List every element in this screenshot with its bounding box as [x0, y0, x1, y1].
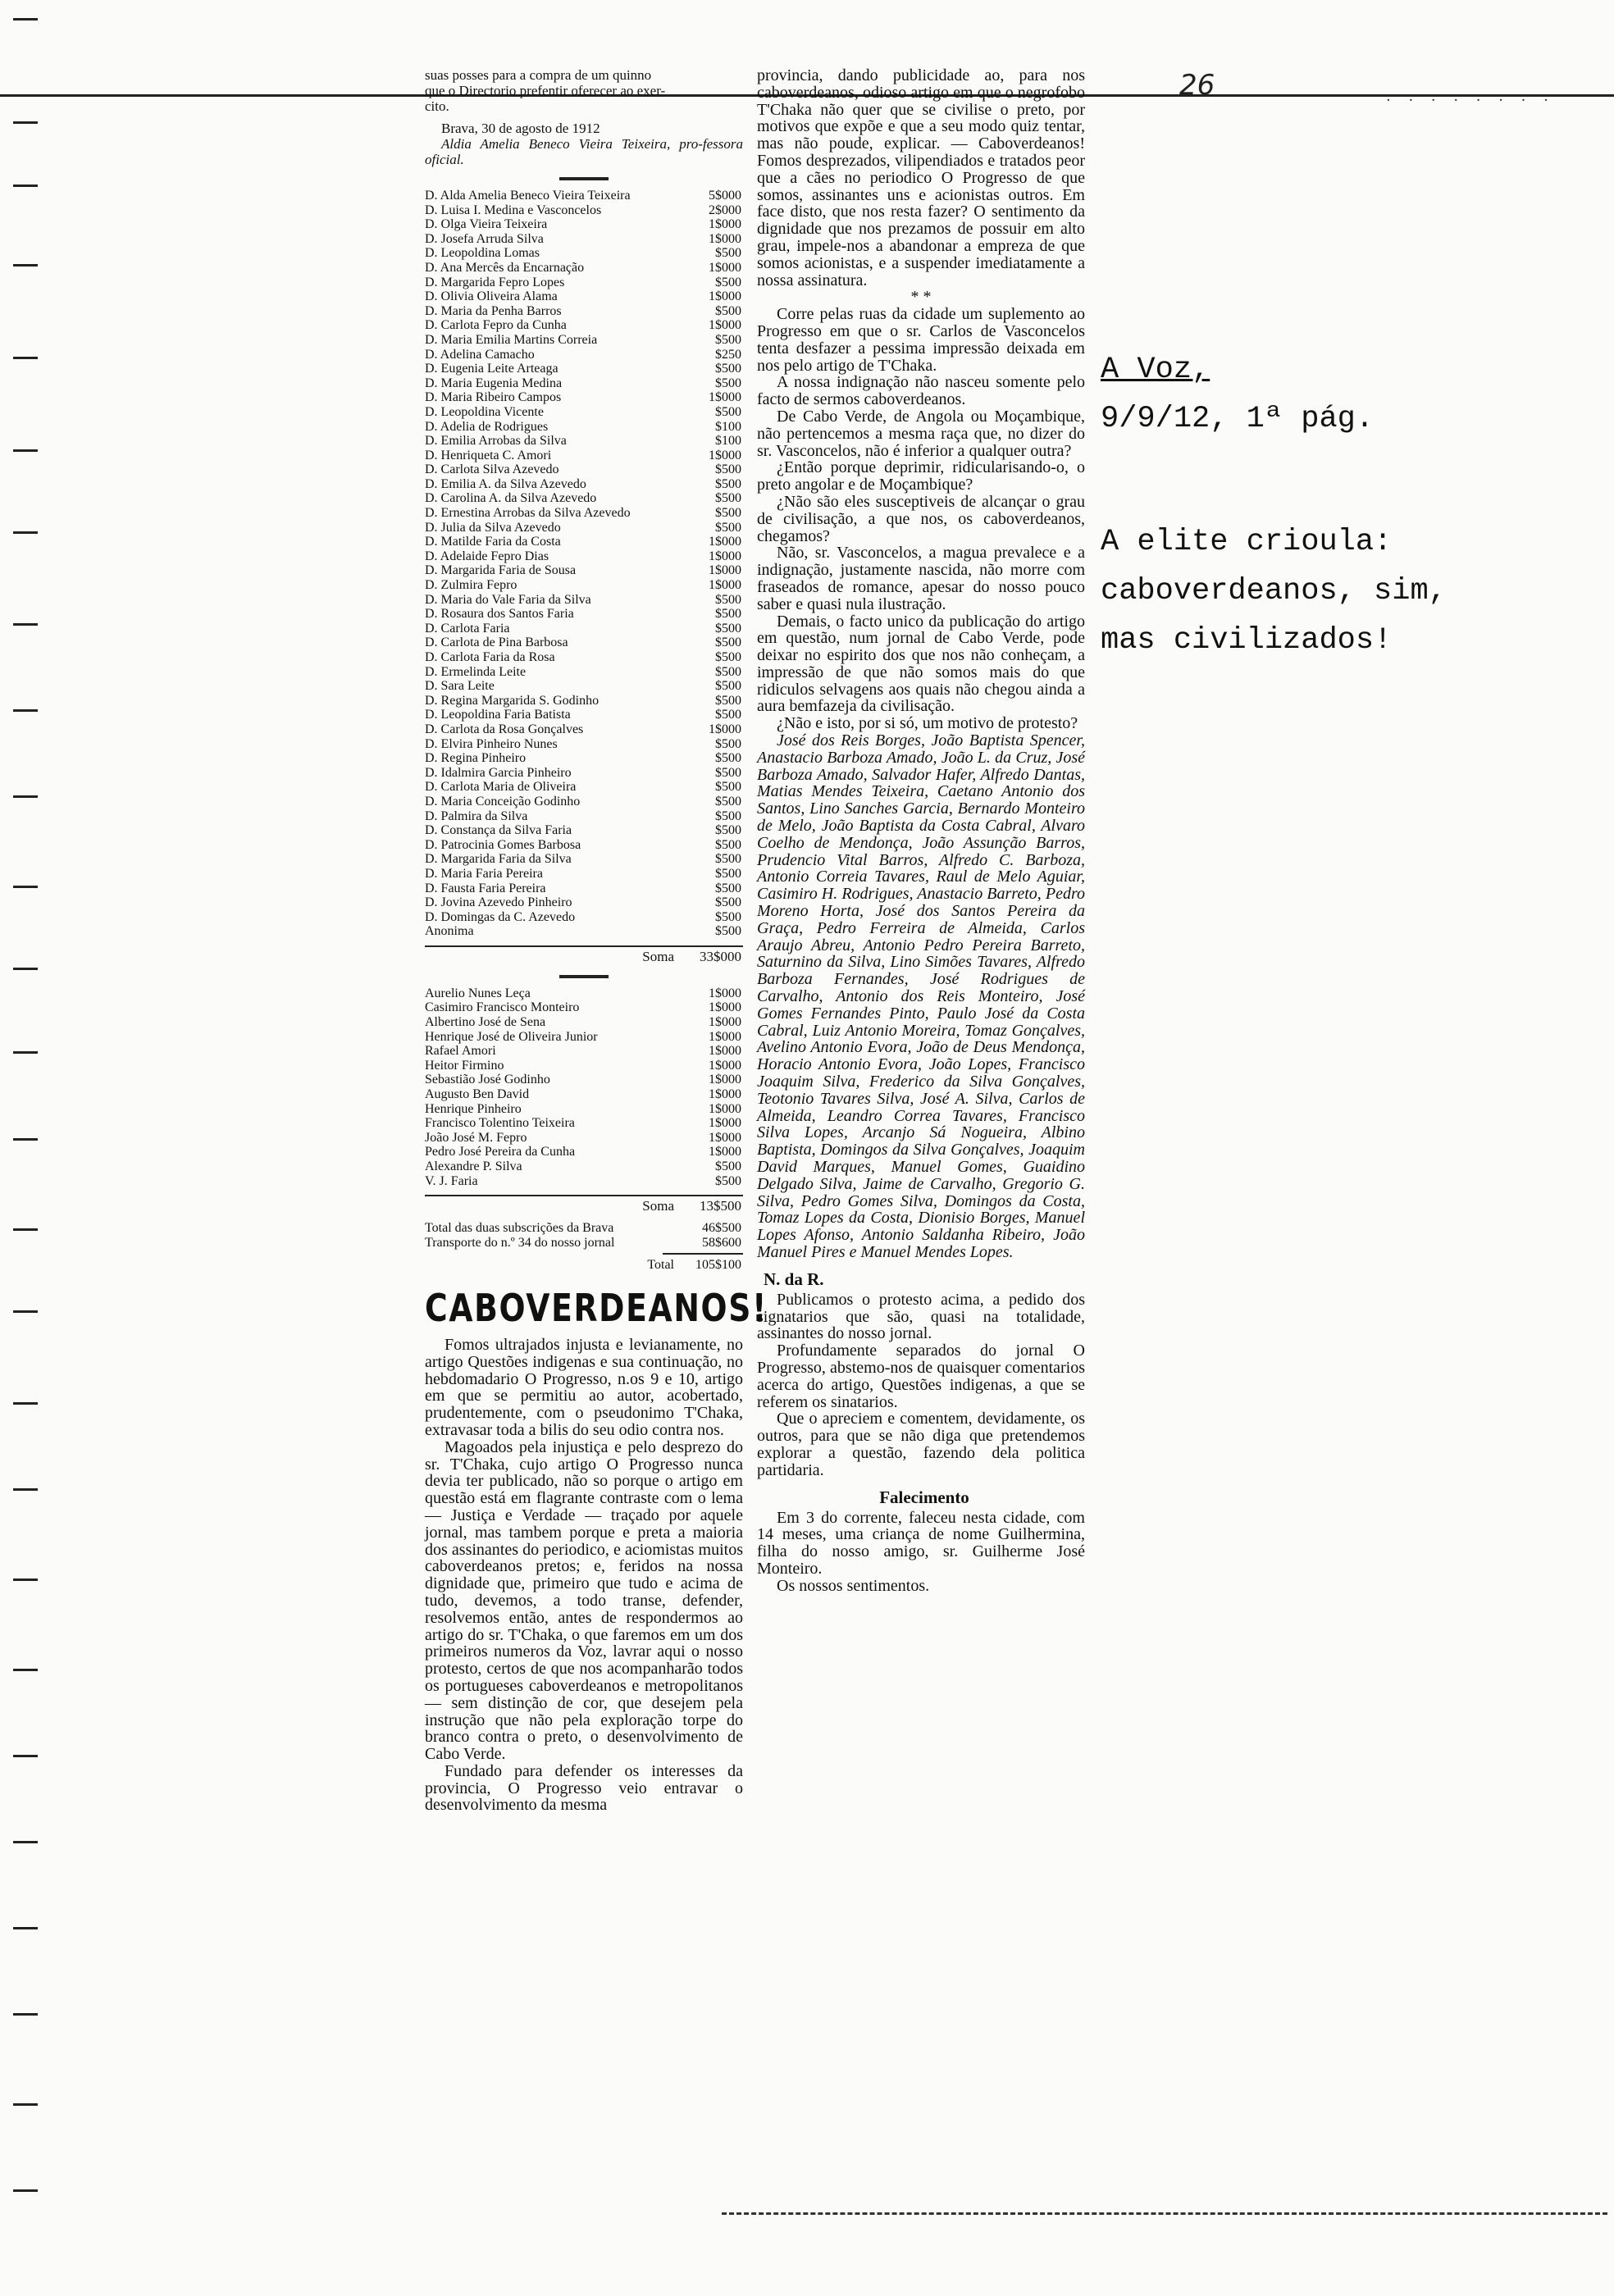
subscriber-amount: $500 — [715, 362, 741, 376]
subscriber-name: D. Carolina A. da Silva Azevedo — [425, 491, 597, 506]
subtotal-row-2 — [425, 1195, 743, 1214]
subscriber-name: D. Margarida Faria da Silva — [425, 852, 572, 867]
subscriber-name: D. Margarida Fepro Lopes — [425, 275, 565, 289]
subscriber-row — [425, 722, 743, 737]
subscriber-row — [425, 1044, 743, 1059]
subscriber-amount: $500 — [715, 621, 741, 636]
article-paragraph: Que o apreciem e comentem, devidamente, os outros, para que se não diga que pretendemos explorar a questão, fazendo dela politica partidaria. — [757, 1410, 1085, 1479]
subscriber-amount: $500 — [715, 664, 741, 679]
subscriber-amount: 1$000 — [709, 318, 741, 333]
article-paragraph: Profundamente separados do jornal O Progresso, abstemo-nos de quaisquer comentarios acerca do artigo, Questões indigenas, a que se referem os sinatarios. — [757, 1342, 1085, 1411]
subscriber-name: D. Regina Pinheiro — [425, 751, 527, 766]
subscriber-amount: 1$000 — [709, 1073, 741, 1087]
subscriber-name: D. Sara Leite — [425, 679, 495, 694]
subscriber-amount: 1$000 — [709, 260, 741, 275]
subscriber-name: D. Carlota de Pina Barbosa — [425, 636, 568, 650]
subscriber-amount: $500 — [715, 794, 741, 809]
subscriber-name: D. Julia da Silva Azevedo — [425, 520, 561, 535]
subscriber-amount: 1$000 — [709, 289, 741, 304]
subscriber-row — [425, 593, 743, 608]
subscriber-row — [425, 867, 743, 882]
subscriber-amount: 1$000 — [709, 986, 741, 1000]
subscriber-name: Albertino José de Sena — [425, 1015, 546, 1030]
article-paragraph: Corre pelas ruas da cidade um suplemento ao Progresso em que o sr. Carlos de Vasconcelos tenta desfazer a pessima impressão deixada em nos pelo artigo de T'Chaka. — [757, 305, 1085, 375]
subscriber-name: D. Carlota Silva Azevedo — [425, 462, 559, 477]
subscriber-amount: $500 — [715, 909, 741, 924]
subscriber-name: D. Leopoldina Lomas — [425, 246, 540, 261]
subtotal-value: 13$500 — [700, 1198, 741, 1214]
subscriber-row — [425, 462, 743, 477]
subscriber-amount: $500 — [715, 246, 741, 261]
subscriber-row — [425, 607, 743, 622]
subscriber-name: Anonima — [425, 924, 474, 939]
subscriber-row — [425, 636, 743, 650]
subscriber-name: D. Palmira da Silva — [425, 809, 528, 823]
subscriber-row — [425, 318, 743, 333]
subscriber-amount: $500 — [715, 881, 741, 895]
scan-left-edge-ticks — [0, 0, 57, 2296]
subscriber-name: D. Domingas da C. Azevedo — [425, 909, 576, 924]
subscriber-name: D. Maria Ribeiro Campos — [425, 390, 562, 405]
subscriber-name: Henrique José de Oliveira Junior — [425, 1029, 598, 1044]
newspaper-clipping — [425, 67, 1085, 2232]
caption-line-2: caboverdeanos, sim, — [1101, 574, 1447, 608]
article-paragraph: ¿Então porque deprimir, ridicularisando-o, o preto angolar e de Moçambique? — [757, 458, 1085, 494]
subscriber-amount: 1$000 — [709, 1000, 741, 1015]
subscriber-row — [425, 1000, 743, 1015]
subscriber-name: D. Josefa Arruda Silva — [425, 231, 544, 246]
summary-value: 46$500 — [702, 1221, 741, 1236]
subscriber-amount: 1$000 — [709, 448, 741, 462]
subscriber-row — [425, 809, 743, 824]
subscriber-row — [425, 823, 743, 838]
subscriber-row — [425, 1159, 743, 1174]
subscriber-list-1 — [425, 189, 743, 939]
subscriber-name: Alexandre P. Silva — [425, 1159, 522, 1173]
article-paragraph: provincia, dando publicidade ao, para nos caboverdeanos, odioso artigo em que o negrofobo T'Chaka não quer que se civilise o preto, por motivos que expõe e que a seu modo quiz tentar, mas não poude, explicar. — Caboverdeanos! Fomos desprezados, vilipendiados e tratados peor que a cães no periodico O Progresso de que somos, assinantes uns e acionistas outros. Em face disto, que nos resta fazer? O sentimento da dignidade que nos prezamos de possuir em alto grau, impele-nos a abandonar a empreza de que somos acionistas, e a suspender imediatamente a nossa assinatura. — [757, 66, 1085, 289]
subscriber-amount: 1$000 — [709, 1029, 741, 1044]
total-value: 105$100 — [695, 1258, 741, 1273]
subscriber-row — [425, 549, 743, 564]
subscriber-row — [425, 882, 743, 896]
subscriber-row — [425, 521, 743, 535]
subscriber-row — [425, 289, 743, 304]
subscriber-amount: $500 — [715, 1159, 741, 1173]
subscriber-amount: 1$000 — [709, 217, 741, 232]
subscriber-row — [425, 986, 743, 1001]
subscriber-row — [425, 390, 743, 405]
subscriber-row — [425, 362, 743, 376]
subscriber-row — [425, 1116, 743, 1131]
subscriber-amount: 1$000 — [709, 390, 741, 405]
section-heading: Falecimento — [879, 1487, 969, 1507]
subscriber-row — [425, 838, 743, 853]
subscriber-amount: 1$000 — [709, 563, 741, 578]
subscriber-name: Casimiro Francisco Monteiro — [425, 1000, 580, 1015]
subscriber-name: D. Maria Emilia Martins Correia — [425, 332, 598, 347]
subscriber-name: D. Emilia Arrobas da Silva — [425, 434, 567, 449]
subscriber-amount: $500 — [715, 303, 741, 318]
article-paragraph: A nossa indignação não nasceu somente pelo facto de sermos caboverdeanos. — [757, 373, 1085, 409]
subscriber-name: D. Maria do Vale Faria da Silva — [425, 592, 591, 607]
subscriber-row — [425, 1131, 743, 1146]
subscriber-amount: $500 — [715, 491, 741, 506]
subscriber-name: Heitor Firmino — [425, 1058, 504, 1073]
subscriber-amount: $500 — [715, 462, 741, 477]
subscriber-amount: $500 — [715, 751, 741, 766]
article-paragraph: Fundado para defender os interesses da provincia, O Progresso veio entravar o desenvolvimento da mesma — [425, 1761, 743, 1815]
subscriber-list-2 — [425, 986, 743, 1188]
subscriber-amount: $500 — [715, 765, 741, 780]
subscriber-amount: 1$000 — [709, 1058, 741, 1073]
subscriber-row — [425, 650, 743, 665]
subscriber-row — [425, 895, 743, 910]
intro-line: cito. — [425, 98, 449, 114]
subscriber-row — [425, 578, 743, 593]
subscriber-row — [425, 1030, 743, 1045]
summary-label: Transporte do n.º 34 do nosso jornal — [425, 1235, 615, 1250]
subscriber-name: D. Idalmira Garcia Pinheiro — [425, 765, 572, 780]
subscriber-row — [425, 405, 743, 420]
intro-line: que o Directorio prefentir oferecer ao exer- — [425, 83, 666, 98]
subscriber-name: D. Margarida Faria de Sousa — [425, 563, 577, 578]
subscriber-amount: $500 — [715, 275, 741, 289]
subscriber-amount: $500 — [715, 650, 741, 664]
article-headline: CABOVERDEANOS! — [425, 1285, 768, 1330]
section-divider — [559, 975, 609, 978]
subscriber-name: D. Maria Conceição Godinho — [425, 794, 581, 809]
article-paragraph: Publicamos o protesto acima, a pedido dos signatarios que são, quasi na totalidade, assinantes do nosso jornal. — [757, 1290, 1085, 1343]
subscriber-name: D. Olivia Oliveira Alama — [425, 289, 558, 304]
article-column-right — [757, 67, 1085, 1595]
subscriber-amount: 1$000 — [709, 231, 741, 246]
intro-line: suas posses para a compra de um quinno — [425, 67, 652, 83]
subtotal-row-1 — [425, 945, 743, 965]
subscriber-amount: $500 — [715, 1173, 741, 1188]
subscriber-row — [425, 622, 743, 636]
subscriber-amount: 5$000 — [709, 189, 741, 203]
subscriber-amount: $500 — [715, 852, 741, 867]
subscriber-name: D. Zulmira Fepro — [425, 578, 517, 593]
subscriber-amount: $500 — [715, 823, 741, 838]
subscriber-row — [425, 694, 743, 708]
total-rule — [663, 1253, 743, 1255]
subscriber-amount: 1$000 — [709, 1087, 741, 1102]
subscriber-name: D. Rosaura dos Santos Faria — [425, 607, 574, 622]
subscriber-row — [425, 333, 743, 348]
subscriber-row — [425, 766, 743, 781]
article-paragraph: * * — [910, 288, 932, 307]
subscriber-name: D. Eugenia Leite Arteaga — [425, 362, 559, 376]
subscription-column — [425, 67, 768, 1815]
margin-dots: · · · · · · · · — [1386, 92, 1555, 109]
subscriber-name: D. Jovina Azevedo Pinheiro — [425, 895, 572, 910]
subscriber-row — [425, 232, 743, 247]
subscriber-amount: $500 — [715, 592, 741, 607]
subscriber-row — [425, 376, 743, 391]
subscriber-amount: 1$000 — [709, 1044, 741, 1059]
subscriber-row — [425, 563, 743, 578]
subscriber-name: D. Leopoldina Vicente — [425, 404, 544, 419]
subscriber-row — [425, 348, 743, 362]
subscriber-name: D. Adelia de Rodrigues — [425, 419, 549, 434]
subscriber-amount: $500 — [715, 780, 741, 795]
subscriber-name: D. Olga Vieira Teixeira — [425, 217, 548, 232]
subscriber-amount: $500 — [715, 506, 741, 521]
subscriber-amount: 1$000 — [709, 535, 741, 549]
subscriber-name: Francisco Tolentino Teixeira — [425, 1116, 575, 1131]
subscriber-row — [425, 708, 743, 722]
subscriber-amount: 1$000 — [709, 1015, 741, 1030]
subscriber-name: D. Carlota Maria de Oliveira — [425, 780, 577, 795]
subscriber-name: D. Constança da Silva Faria — [425, 823, 572, 838]
caption-line-3: mas civilizados! — [1101, 623, 1393, 658]
subscriber-row — [425, 1087, 743, 1102]
subscriber-row — [425, 795, 743, 809]
subscriber-amount: $500 — [715, 708, 741, 722]
subscriber-amount: 1$000 — [709, 1130, 741, 1145]
subscriber-row — [425, 780, 743, 795]
subscriber-name: D. Emilia A. da Silva Azevedo — [425, 476, 586, 491]
subscriber-name: D. Carlota Faria da Rosa — [425, 650, 555, 664]
article-paragraph: Em 3 do corrente, faleceu nesta cidade, com 14 meses, uma criança de nome Guilhermina, filha do nosso amigo, sr. Guilherme José Monteiro. — [757, 1508, 1085, 1578]
subscriber-amount: 1$000 — [709, 1116, 741, 1131]
subscriber-row — [425, 449, 743, 463]
subscriber-name: Pedro José Pereira da Cunha — [425, 1145, 576, 1159]
subscriber-row — [425, 276, 743, 290]
subscriber-name: D. Adelina Camacho — [425, 347, 535, 362]
total-label: Total — [647, 1258, 674, 1273]
subscriber-row — [425, 246, 743, 261]
subscriber-row — [425, 304, 743, 319]
subscriber-row — [425, 665, 743, 680]
subscriber-name: Aurelio Nunes Leça — [425, 986, 531, 1000]
subscriber-row — [425, 217, 743, 232]
subscriber-amount: $500 — [715, 636, 741, 650]
subscriber-row — [425, 737, 743, 752]
subscriber-name: D. Maria da Penha Barros — [425, 303, 562, 318]
subscriber-row — [425, 679, 743, 694]
subtotal-label: Soma — [642, 948, 674, 964]
subscriber-row — [425, 1015, 743, 1030]
article-paragraph: Os nossos sentimentos. — [777, 1576, 930, 1595]
article-paragraph: Fomos ultrajados injusta e levianamente, no artigo Questões indigenas e sua continuação, no hebdomadario O Progresso, n.os 9 e 10, artigo em que se permitiu ao autor, acobertado, prudentemente, com o pseudonimo T'Chaka, extravasar toda a bilis do seu odio contra nos. — [425, 1335, 743, 1439]
article-paragraph: ¿Não e isto, por si só, um motivo de protesto? — [777, 714, 1078, 733]
subscriber-amount: 2$000 — [709, 203, 741, 217]
subscriber-amount: $500 — [715, 736, 741, 751]
subscriber-name: Sebastião José Godinho — [425, 1073, 550, 1087]
subscriber-name: D. Ana Mercês da Encarnação — [425, 260, 585, 275]
subscriber-name: Henrique Pinheiro — [425, 1101, 522, 1116]
subscriber-amount: 1$000 — [709, 1101, 741, 1116]
subscriber-name: D. Carlota Faria — [425, 621, 510, 636]
subscriber-name: D. Alda Amelia Beneco Vieira Teixeira — [425, 189, 631, 203]
subscriber-row — [425, 420, 743, 435]
subscriber-name: D. Henriqueta C. Amori — [425, 448, 552, 462]
subscriber-name: D. Carlota Fepro da Cunha — [425, 318, 567, 333]
subscriber-amount: 1$000 — [709, 578, 741, 593]
subscriber-row — [425, 203, 743, 218]
subscriber-row — [425, 1073, 743, 1087]
subscriber-name: D. Elvira Pinheiro Nunes — [425, 736, 558, 751]
subscriber-amount: $250 — [715, 347, 741, 362]
subscriber-row — [425, 434, 743, 449]
subscriber-row — [425, 477, 743, 492]
article-body-right — [757, 67, 1085, 1595]
subscriber-amount: $100 — [715, 419, 741, 434]
subscriber-amount: $500 — [715, 895, 741, 910]
article-body-left — [425, 1337, 743, 1814]
subscriber-amount: $500 — [715, 809, 741, 823]
subscriber-row — [425, 261, 743, 276]
subscriber-name: D. Matilde Faria da Costa — [425, 535, 561, 549]
subscriber-row — [425, 910, 743, 925]
subscriber-amount: $500 — [715, 866, 741, 881]
subscriber-name: D. Leopoldina Faria Batista — [425, 708, 571, 722]
subscriber-name: D. Maria Eugenia Medina — [425, 376, 563, 390]
subscriber-row — [425, 1145, 743, 1159]
article-paragraph: De Cabo Verde, de Angola ou Moçambique, não pertencemos a mesma raça que, no dizer do sr. Vasconcelos, não é inferior a qualquer outra? — [757, 407, 1085, 460]
subscriber-row — [425, 491, 743, 506]
summary-row — [425, 1236, 743, 1250]
subscriber-name: D. Regina Margarida S. Godinho — [425, 693, 600, 708]
subscriber-amount: $500 — [715, 679, 741, 694]
grand-total-row — [425, 1258, 743, 1273]
article-paragraph: Demais, o facto unico da publicação do artigo em questão, num jornal de Cabo Verde, pode deixar no espirito dos que nos não conheçam, a impressão de que não somos mais do que ridiculos selvagens aos quais não chegou ainda a aura bemfazeja da civilisação. — [757, 612, 1085, 716]
subtotal-value: 33$000 — [700, 948, 741, 964]
subscriber-amount: $500 — [715, 476, 741, 491]
source-date: 9/9/12, 1ª pág. — [1101, 402, 1375, 436]
signatories-paragraph: José dos Reis Borges, João Baptista Spencer, Anastacio Barboza Amado, João L. da Cruz, José Barboza Amado, Salvador Hafer, Alfredo Dantas, Matias Mendes Teixeira, Caetano Antonio dos Santos, Lino Sanches Garcia, Bernardo Monteiro de Melo, João Baptista da Costa Cabral, Alvaro Coelho de Mendonça, João Assunção Barros, Prudencio Vital Barros, Alfredo C. Barboza, Antonio Correia Tavares, Raul de Melo Aguiar, Casimiro H. Rodrigues, Anastacio Barreto, Pedro Moreno Horta, José dos Santos Pereira da Graça, Pedro Ferreira de Almeida, Carlos Araujo Abreu, Antonio Pedro Pereira Barreto, Saturnino da Silva, Lino Simões Tavares, Alfredo Barboza Fernandes, José Rodrigues de Carvalho, Antonio dos Reis Monteiro, José Gomes Fernandes Pinto, Paulo José da Costa Cabral, Luiz Antonio Moreira, Tomaz Gonçalves, Avelino Antonio Evora, João de Deus Mendonça, Horacio Antonio Evora, João Lopes, Francisco Joaquim Silva, Frederico da Silva Gonçalves, Teotonio Tavares Silva, José A. Silva, Carlos de Almeida, Leandro Correa Tavares, Francisco Silva Lopes, Arcanjo Sá Nogueira, Albino Baptista, Domingos da Silva Gonçalves, Joaquim David Marques, Manuel Gomes, Guaidino Delgado Silva, Jaime de Carvalho, Gregorio G. Silva, Pedro Gomes Silva, Domingos da Costa, Tomaz Lopes da Costa, Dionisio Borges, Manuel Lopes Afonso, Antonio Saldanha Ribeiro, João Manuel Pires e Manuel Mendes Lopes. — [757, 731, 1085, 1261]
subscriber-name: Augusto Ben David — [425, 1087, 530, 1102]
section-divider — [559, 177, 609, 180]
section-heading: N. da R. — [764, 1269, 824, 1289]
subscriber-row — [425, 1102, 743, 1117]
subscriber-name: D. Maria Faria Pereira — [425, 866, 543, 881]
subscriber-amount: $500 — [715, 924, 741, 939]
signature: Aldia Amelia Beneco Vieira Teixeira, pro-fessora oficial. — [425, 136, 743, 167]
caption-line-1: A elite crioula: — [1101, 525, 1393, 559]
article-paragraph: ¿Não são eles susceptiveis de alcançar o grau de civilisação, a que nos, os caboverdeanos, chegamos? — [757, 492, 1085, 545]
subscriber-name: Rafael Amori — [425, 1044, 496, 1059]
dateline: Brava, 30 de agosto de 1912 — [441, 121, 600, 136]
subscriber-amount: 1$000 — [709, 1145, 741, 1159]
subscriber-row — [425, 506, 743, 521]
subscriber-row — [425, 751, 743, 766]
subscriber-row — [425, 189, 743, 203]
subscriber-name: D. Patrocinia Gomes Barbosa — [425, 837, 581, 852]
subscriber-row — [425, 852, 743, 867]
summary-row — [425, 1221, 743, 1236]
source-title: A Voz, — [1101, 353, 1210, 387]
page-number-mark: 26 — [1179, 69, 1215, 102]
subscriber-name: João José M. Fepro — [425, 1130, 527, 1145]
subscriber-amount: $500 — [715, 607, 741, 622]
subscriber-name: D. Luisa I. Medina e Vasconcelos — [425, 203, 602, 217]
article-paragraph: Magoados pela injustiça e pelo desprezo do sr. T'Chaka, cujo artigo O Progresso nunca devia ter publicado, não so porque o artigo em questão está em flagrante contraste com o lema — Justiça e Verdade — traçado por aquele jornal, mas tambem porque e preta a maioria dos assinantes do periodico, e aciomistas muitos caboverdeanos pretos; e, feridos na nossa dignidade que, primeiro que tudo e acima de tudo, devemos, a todo transe, defender, resolvemos então, antes de respondermos ao artigo do sr. T'Chaka, o que faremos em um dos primeiros numeros da Voz, lavrar aqui o nosso protesto, certos de que nos acompanharão todos os portugueses caboverdeanos e metropolitanos — sem distinção de cor, que desejem pela instrução que não pela exploração torpe do branco contra o preto, o desenvolvimento de Cabo Verde. — [425, 1437, 743, 1764]
subscriber-name: D. Carlota da Rosa Gonçalves — [425, 722, 584, 736]
subscriber-amount: $500 — [715, 520, 741, 535]
subscriber-amount: 1$000 — [709, 549, 741, 563]
subscriber-amount: $100 — [715, 434, 741, 449]
subscriber-amount: $500 — [715, 404, 741, 419]
subscriber-name: D. Ernestina Arrobas da Silva Azevedo — [425, 506, 631, 521]
subscriber-row — [425, 535, 743, 549]
subscriber-name: D. Fausta Faria Pereira — [425, 881, 546, 895]
subscriber-row — [425, 1174, 743, 1189]
subscriber-name: D. Ermelinda Leite — [425, 664, 527, 679]
summary-label: Total das duas subscrições da Brava — [425, 1221, 614, 1236]
summary-value: 58$600 — [702, 1235, 741, 1250]
subscriber-amount: 1$000 — [709, 722, 741, 736]
subscriber-amount: $500 — [715, 376, 741, 390]
subtotal-label: Soma — [642, 1198, 674, 1214]
subscriber-name: V. J. Faria — [425, 1173, 478, 1188]
subscriber-amount: $500 — [715, 837, 741, 852]
subscriber-amount: $500 — [715, 332, 741, 347]
article-paragraph: Não, sr. Vasconcelos, a magua prevalece e a indignação, justamente nascida, não morre com fraseados de romance, apesar do nosso pouco saber e quasi nula ilustração. — [757, 544, 1085, 613]
subscriber-row — [425, 1059, 743, 1073]
subscriber-name: D. Adelaide Fepro Dias — [425, 549, 549, 563]
subscriber-row — [425, 924, 743, 939]
subscriber-amount: $500 — [715, 693, 741, 708]
